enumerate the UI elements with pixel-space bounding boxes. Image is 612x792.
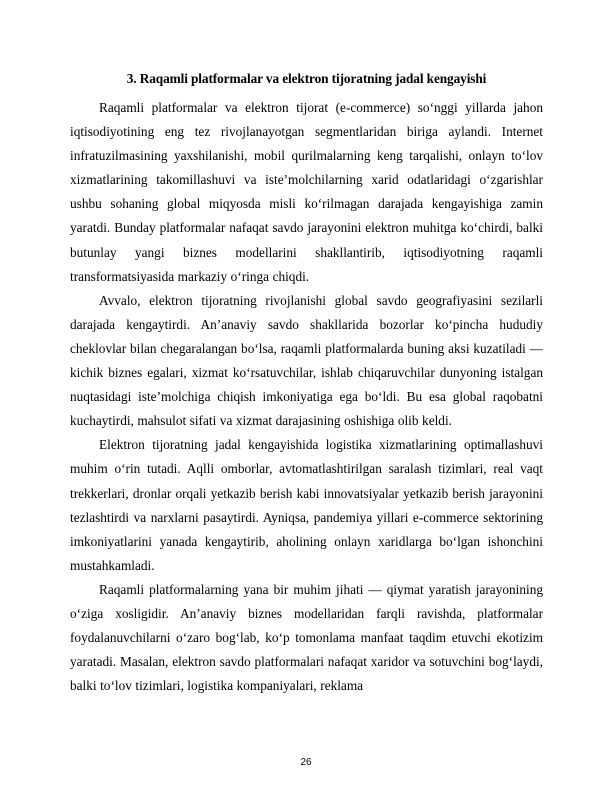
section-heading: 3. Raqamli platformalar va elektron tijoratning jadal kengayishi: [126, 71, 487, 86]
paragraph-3: Elektron tijoratning jadal kengayishida logistika xizmatlarining optimallashuvi muhim o‘rin tutadi. Aqlli omborlar, avtomatlashtirilgan saralash tizimlari, real vaqt trekkerlari, dronlar orqali yetkazib berish kabi innovatsiyalar yetkazib berish jarayonini tezlashtirdi va narxlarni pasaytirdi. Ayniqsa, pandemiya yillari e-commerce sektorining imkoniyatlarini yanada kengaytirib, aholining onlayn xaridlarga bo‘lgan ishonchini mustahkamladi.: [70, 437, 543, 573]
paragraph-2: Avvalo, elektron tijoratning rivojlanishi global savdo geografiyasini sezilarli darajada kengaytirdi. An’anaviy savdo shakllarida bozorlar ko‘pincha hududiy cheklovlar bilan chegaralangan bo‘lsa, raqamli platformalarda buning aksi kuzatiladi — kichik biznes egalari, xizmat ko‘rsatuvchilar, ishlab chiqaruvchilar dunyoning istalgan nuqtasidagi iste’molchiga chiqish imkoniyatiga ega bo‘ldi. Bu esa global raqobatni kuchaytirdi, mahsulot sifati va xizmat darajasining oshishiga olib keldi.: [70, 292, 543, 429]
paragraph-1: Raqamli platformalar va elektron tijorat (e-commerce) so‘nggi yillarda jahon iqtisodiyotining eng tez rivojlanayotgan segmentlaridan biriga aylandi. Internet infratuzilmasining yaxshilanishi, mobil qurilmalarning keng tarqalishi, onlayn to‘lov xizmatlarining takomillashuvi va iste’molchilarning xarid odatlaridagi o‘zgarishlar ushbu sohaning global miqyosda misli ko‘rilmagan darajada kengayishiga zamin yaratdi. Bunday platformalar nafaqat savdo jarayonini elektron muhitga ko‘chirdi, balki butunlay yangi biznes modellarini shakllantirib, iqtisodiyotning raqamli transformatsiyasida markaziy o‘ringa chiqdi.: [70, 100, 543, 284]
body-text: [70, 96, 543, 698]
page-number: 26: [300, 757, 312, 768]
paragraph-4: Raqamli platformalarning yana bir muhim jihati — qiymat yaratish jarayonining o‘ziga xosligidir. An’anaviy biznes modellaridan farqli ravishda, platformalar foydalanuvchilarni o‘zaro bog‘lab, ko‘p tomonlama manfaat taqdim etuvchi ekotizim yaratadi. Masalan, elektron savdo platformalari nafaqat xaridor va sotuvchini bog‘laydi, balki to‘lov tizimlari, logistika kompaniyalari, reklama: [70, 581, 543, 694]
